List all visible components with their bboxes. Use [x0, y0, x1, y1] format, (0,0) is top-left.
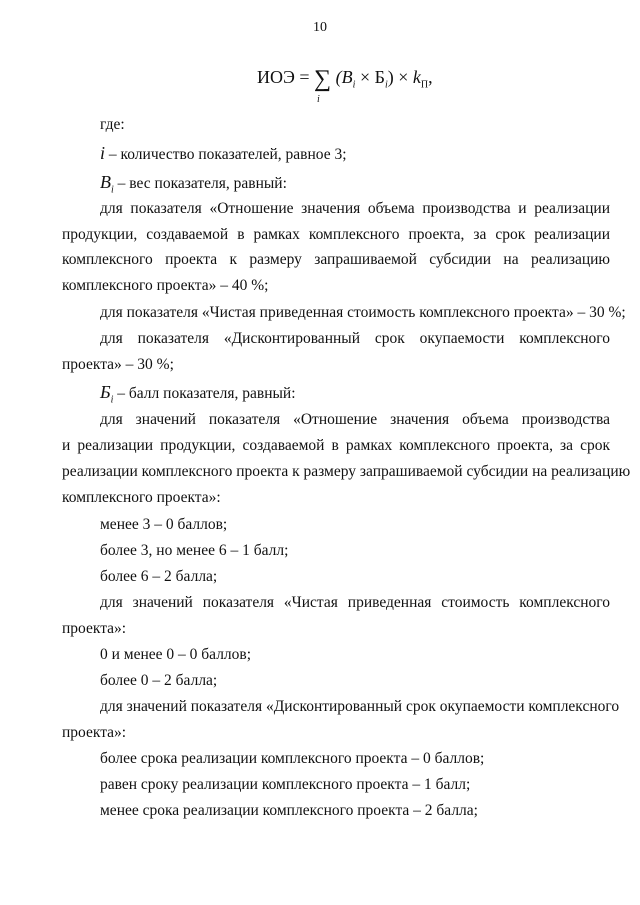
- i-symbol: i: [100, 143, 106, 163]
- sum-sign-icon: ∑: [314, 66, 332, 92]
- b-desc: – вес показателя, равный:: [117, 175, 287, 192]
- score-desc: – балл показателя, равный:: [117, 385, 296, 402]
- s3-line-1: для значений показателя «Дисконтированный срок окупаемости комплексного: [100, 698, 620, 715]
- formula-equals: =: [299, 67, 310, 87]
- s1-item-1: менее 3 – 0 баллов;: [100, 516, 228, 533]
- s2-line-1: для значений показателя «Чистая приведенная стоимость комплексного: [100, 594, 610, 611]
- score-symbol: $Б_i$: [100, 382, 114, 406]
- formula-k: k: [412, 67, 421, 87]
- formula-score-sub: i: [384, 79, 388, 91]
- w1-line-2: продукции, создаваемой в рамках комплексного проекта, за срок реализации: [62, 226, 610, 243]
- w2-line: для показателя «Чистая приведенная стоимость комплексного проекта» – 30 %;: [100, 304, 626, 321]
- s1-line-2: и реализации продукции, создаваемой в рамках комплексного проекта, за срок: [62, 437, 610, 454]
- s3-item-1: более срока реализации комплексного проекта – 0 баллов;: [100, 750, 485, 767]
- formula-k-sub: П: [420, 79, 429, 91]
- page-number: 10: [313, 20, 327, 35]
- where-label: где:: [100, 116, 125, 133]
- formula-trail: ,: [428, 67, 433, 87]
- s3-item-2: равен сроку реализации комплексного проекта – 1 балл;: [100, 776, 471, 793]
- def-score: [100, 382, 610, 406]
- s1-line-1: для значений показателя «Отношение значения объема производства: [100, 411, 610, 428]
- b-symbol: $B_i$: [100, 172, 114, 196]
- s1-item-3: более 6 – 2 балла;: [100, 568, 218, 585]
- formula: [257, 66, 433, 105]
- formula-mul-2: ×: [398, 67, 409, 87]
- formula-lhs: ИОЭ: [257, 67, 295, 87]
- s3-item-3: менее срока реализации комплексного проекта – 2 балла;: [100, 802, 478, 819]
- formula-sum-index: i: [317, 94, 320, 105]
- w1-line-3: комплексного проекта к размеру запрашиваемой субсидии на реализацию: [62, 251, 610, 268]
- s2-item-2: более 0 – 2 балла;: [100, 672, 218, 689]
- def-i: [100, 143, 610, 164]
- i-desc: – количество показателей, равное 3;: [108, 146, 347, 163]
- s3-line-2: проекта»:: [62, 724, 127, 741]
- formula-b-letter: Б: [374, 67, 385, 87]
- w1-line-4: комплексного проекта» – 40 %;: [62, 277, 269, 294]
- formula-mul-1: ×: [359, 67, 371, 87]
- w1-line-1: для показателя «Отношение значения объема производства и реализации: [100, 200, 610, 217]
- formula-close: ): [387, 67, 394, 87]
- formula-open: (B: [335, 67, 353, 87]
- formula-b-sub: i: [352, 79, 356, 91]
- s1-line-3: реализации комплексного проекта к размеру запрашиваемой субсидии на реализацию: [62, 463, 631, 480]
- s2-line-2: проекта»:: [62, 620, 127, 637]
- s2-item-1: 0 и менее 0 – 0 баллов;: [100, 646, 252, 663]
- w3-line-2: проекта» – 30 %;: [62, 356, 174, 373]
- def-b: [100, 172, 610, 196]
- s1-item-2: более 3, но менее 6 – 1 балл;: [100, 542, 289, 559]
- w3-line-1: для показателя «Дисконтированный срок окупаемости комплексного: [100, 330, 610, 347]
- s1-line-4: комплексного проекта»:: [62, 489, 221, 506]
